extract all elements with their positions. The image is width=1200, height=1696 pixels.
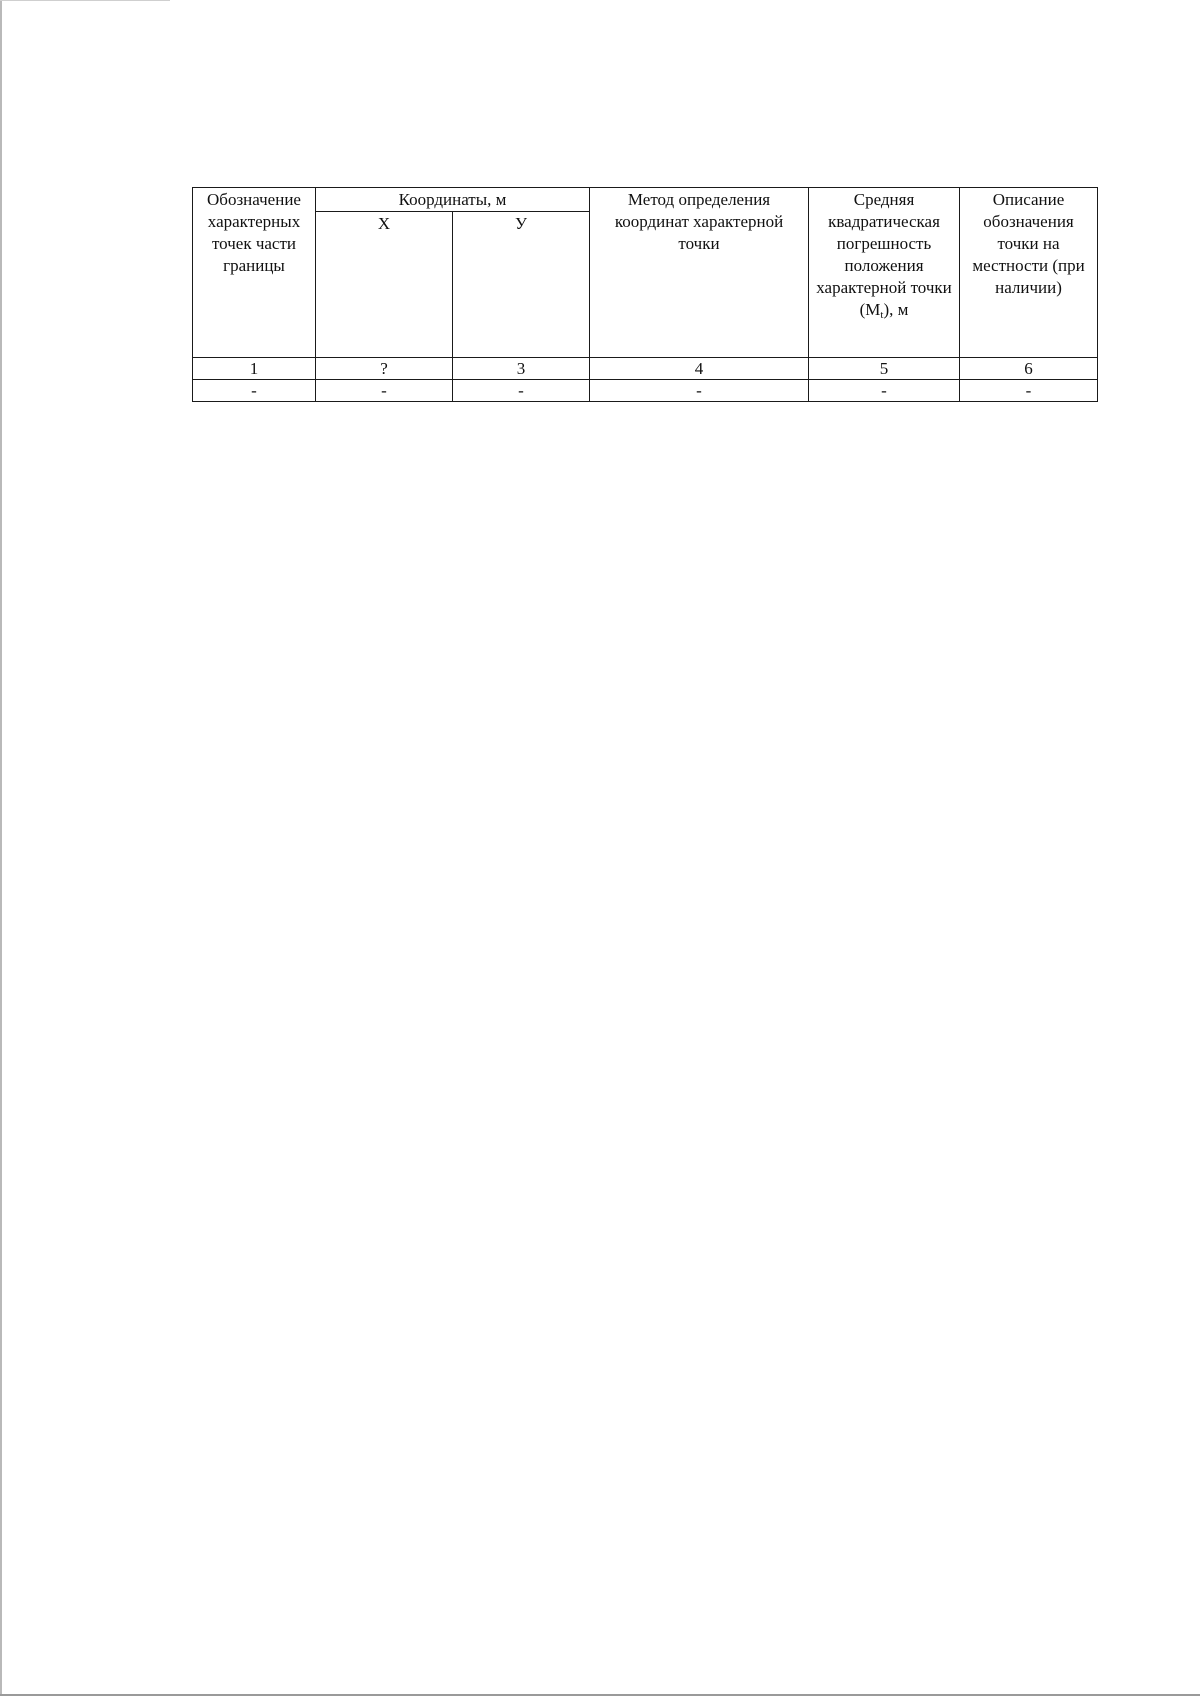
column-number-row — [193, 358, 1098, 380]
page-edge-top — [0, 0, 170, 1]
header-point-description: Описание обозначения точки на местности (при наличии) — [960, 188, 1098, 358]
column-number-1: 1 — [193, 358, 316, 380]
header-coordinates-group: Координаты, м — [316, 188, 590, 212]
header-row — [193, 188, 1098, 212]
column-number-5: 5 — [809, 358, 960, 380]
page-edge-left — [0, 0, 2, 1696]
header-mean-square-error — [809, 188, 960, 358]
table-cell: - — [809, 380, 960, 402]
header-method: Метод определения координат характерной точки — [590, 188, 809, 358]
table-row — [193, 380, 1098, 402]
table-cell: - — [590, 380, 809, 402]
table-cell: - — [193, 380, 316, 402]
column-number-4: 4 — [590, 358, 809, 380]
column-number-2: ? — [316, 358, 453, 380]
table-cell: - — [960, 380, 1098, 402]
header-mean-square-error-unit: ), м — [883, 300, 909, 319]
column-number-6: 6 — [960, 358, 1098, 380]
header-mean-square-error-text: Средняя квадратическая погрешность положения характерной точки (M — [816, 190, 952, 319]
header-y: У — [453, 212, 590, 358]
header-point-designation: Обозначение характерных точек части границы — [193, 188, 316, 358]
table-cell: - — [453, 380, 590, 402]
table-cell: - — [316, 380, 453, 402]
header-x: X — [316, 212, 453, 358]
header-mean-square-error-subscript: t — [880, 309, 884, 321]
boundary-points-table — [192, 187, 1098, 402]
column-number-3: 3 — [453, 358, 590, 380]
